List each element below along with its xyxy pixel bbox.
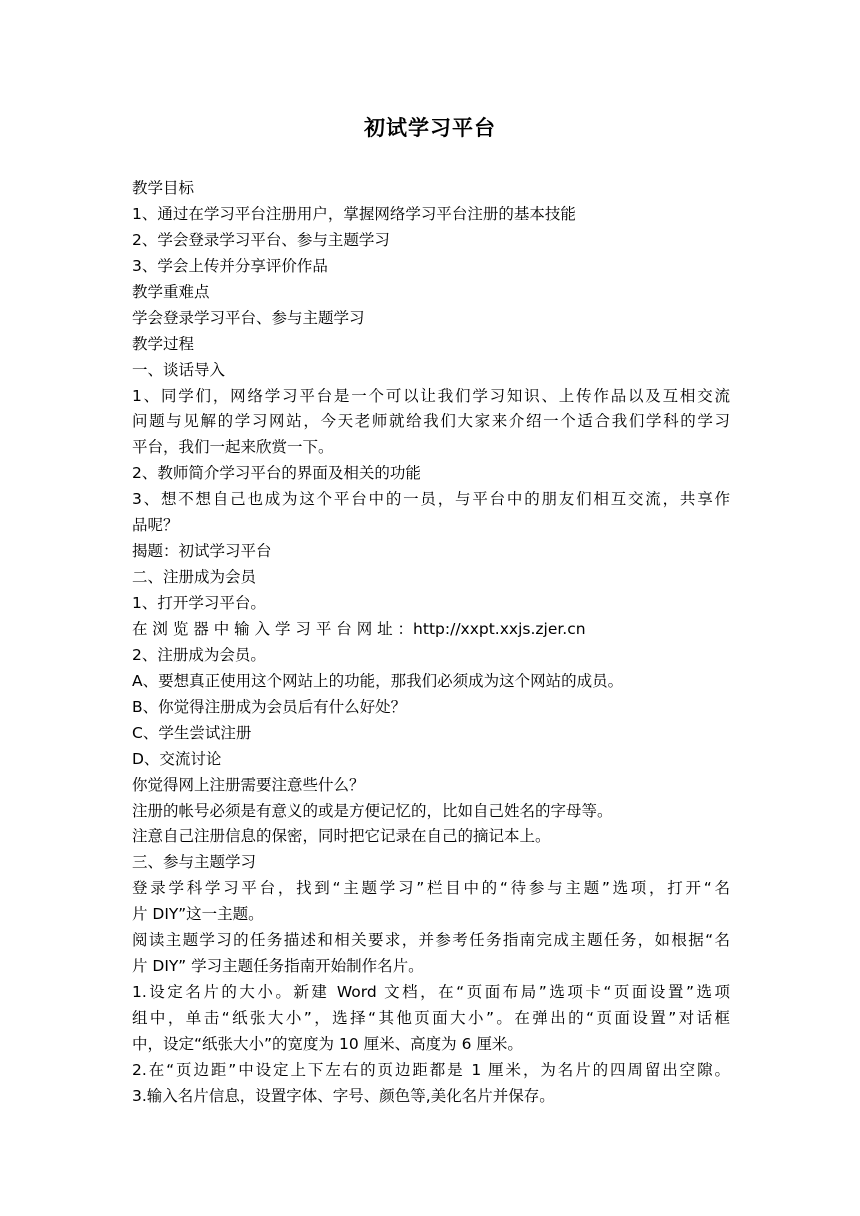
paragraph-line: 1、同学们，网络学习平台是一个可以让我们学习知识、上传作品以及互相交流	[132, 386, 730, 405]
paragraph-line: 你觉得网上注册需要注意些什么？	[132, 775, 365, 794]
paragraph-line: 片 DIY”这一主题。	[132, 905, 264, 924]
paragraph-line: 品呢？	[132, 516, 179, 535]
paragraph-line: A、要想真正使用这个网站上的功能，那我们必须成为这个网站的成员。	[132, 671, 624, 690]
goal-item-3: 3、学会上传并分享评价作品	[132, 256, 328, 275]
heading-teaching-process: 教学过程	[132, 334, 195, 353]
paragraph-line: 阅读主题学习的任务描述和相关要求，并参考任务指南完成主题任务，如根据“名	[132, 931, 730, 950]
paragraph-line: B、你觉得注册成为会员后有什么好处？	[132, 697, 407, 716]
goal-item-2: 2、学会登录学习平台、参与主题学习	[132, 230, 390, 249]
key-difficulty-text: 学会登录学习平台、参与主题学习	[132, 308, 365, 327]
website-address-line: 在 浏 览 器 中 输 入 学 习 平 台 网 址 ：http://xxpt.xxjs.zjer.cn	[132, 619, 586, 638]
paragraph-line: 注意自己注册信息的保密，同时把它记录在自己的摘记本上。	[132, 827, 551, 846]
paragraph-line: 1.设定名片的大小。新建 Word 文档，在“页面布局”选项卡“页面设置”选项	[132, 983, 730, 1002]
section-3-heading: 三、参与主题学习	[132, 853, 257, 872]
paragraph-line: 3.输入名片信息，设置字体、字号、颜色等,美化名片并保存。	[132, 1086, 555, 1105]
paragraph-line: 问题与见解的学习网站，今天老师就给我们大家来介绍一个适合我们学科的学习	[132, 412, 730, 431]
paragraph-line: 组中，单击“纸张大小”，选择“其他页面大小”。在弹出的“页面设置”对话框	[132, 1009, 730, 1027]
paragraph-line: 2、注册成为会员。	[132, 645, 266, 664]
section-1-heading: 一、谈话导入	[132, 360, 226, 379]
paragraph-line: 2、教师简介学习平台的界面及相关的功能	[132, 464, 421, 483]
paragraph-line: 3、想不想自己也成为这个平台中的一员，与平台中的朋友们相互交流，共享作	[132, 490, 730, 509]
goal-item-1: 1、通过在学习平台注册用户，掌握网络学习平台注册的基本技能	[132, 204, 576, 223]
document-title: 初试学习平台	[364, 116, 496, 140]
paragraph-line: 平台，我们一起来欣赏一下。	[132, 438, 334, 457]
document-body	[132, 176, 730, 1110]
heading-key-difficulties: 教学重难点	[132, 282, 210, 301]
heading-teaching-goals: 教学目标	[132, 179, 195, 197]
paragraph-line: C、学生尝试注册	[132, 723, 252, 742]
paragraph-line: 注册的帐号必须是有意义的或是方便记忆的，比如自己姓名的字母等。	[132, 801, 613, 820]
paragraph-line: 揭题：初试学习平台	[132, 542, 272, 561]
section-2-heading: 二、注册成为会员	[132, 568, 257, 587]
paragraph-line: 2.在“页边距”中设定上下左右的页边距都是 1 厘米，为名片的四周留出空隙。	[132, 1060, 730, 1079]
paragraph-line: 1、打开学习平台。	[132, 594, 266, 612]
paragraph-line: 登录学科学习平台，找到“主题学习”栏目中的“待参与主题”选项，打开“名	[132, 879, 730, 898]
paragraph-line: D、交流讨论	[132, 749, 222, 768]
paragraph-line: 片 DIY” 学习主题任务指南开始制作名片。	[132, 957, 424, 976]
paragraph-line: 中，设定“纸张大小”的宽度为 10 厘米、高度为 6 厘米。	[132, 1034, 523, 1053]
